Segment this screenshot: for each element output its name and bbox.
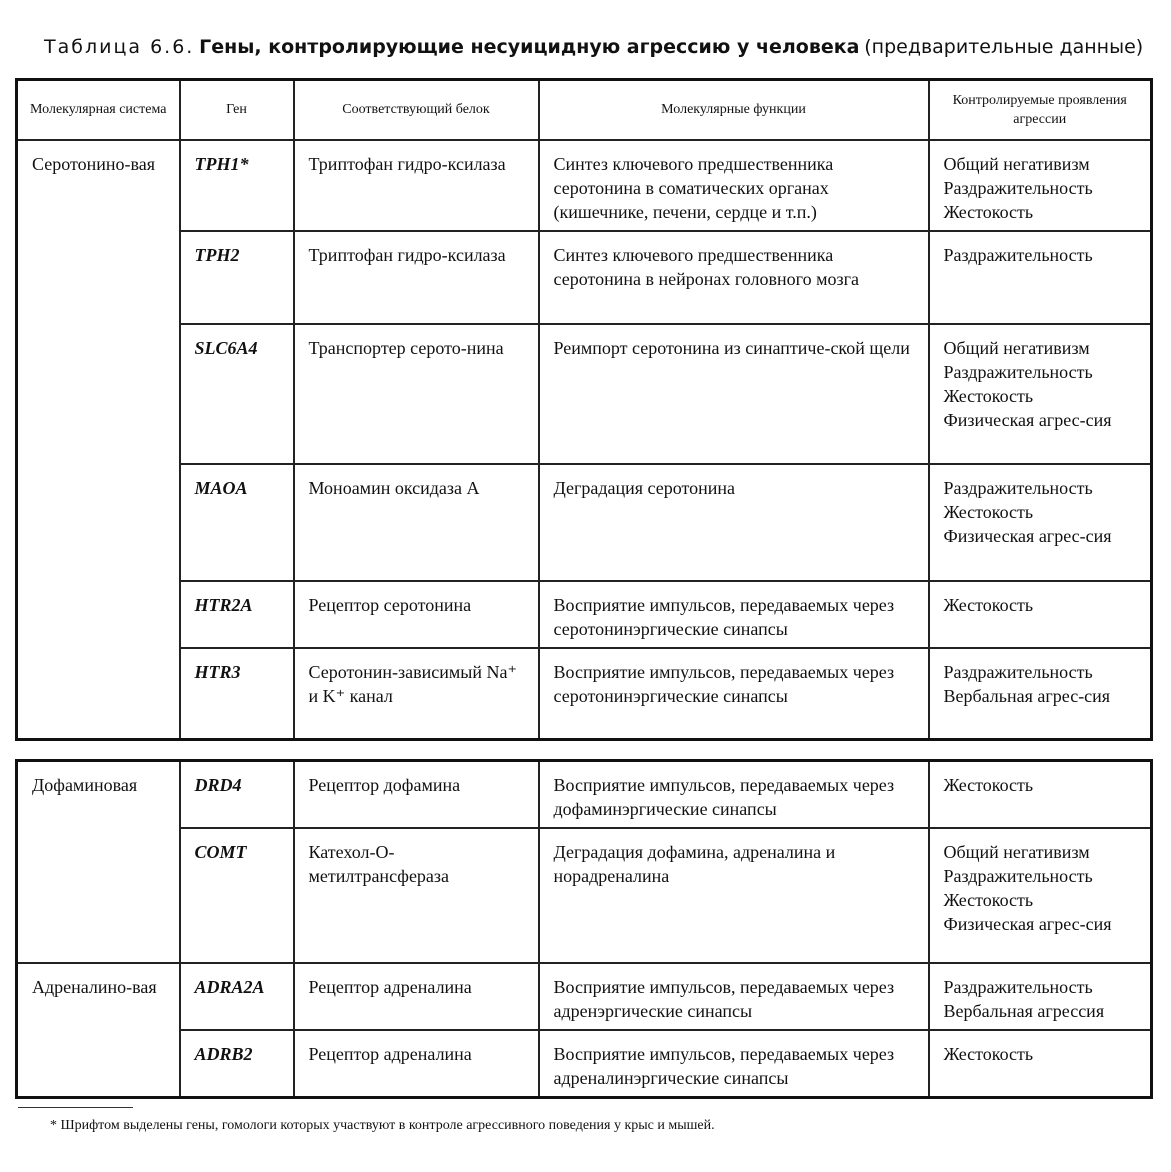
table-number: Таблица 6.6. — [44, 36, 195, 58]
table-row — [17, 648, 1152, 740]
aggression-item: Раздражительность — [943, 244, 1093, 265]
genes-table-part1 — [15, 78, 1153, 741]
protein-cell: Транспортер серото-нина — [294, 324, 539, 464]
protein-cell: Моноамин оксидаза А — [294, 464, 539, 581]
aggression-item: Жестокость — [943, 501, 1034, 522]
gene-cell: HTR3 — [180, 648, 294, 740]
system-cell: Адреналино-вая — [17, 963, 180, 1098]
protein-cell: Рецептор дофамина — [294, 761, 539, 829]
gene-cell: COMT — [180, 828, 294, 963]
table-subtitle: (предварительные данные) — [864, 36, 1144, 58]
gene-cell: ADRA2A — [180, 963, 294, 1030]
gene-cell: DRD4 — [180, 761, 294, 829]
gene-cell: MAOA — [180, 464, 294, 581]
function-cell: Восприятие импульсов, передаваемых через дофаминэргические синапсы — [539, 761, 929, 829]
function-cell: Синтез ключевого предшественника серотонина в нейронах головного мозга — [539, 231, 929, 324]
header-aggression: Контролируемые проявления агрессии — [929, 80, 1152, 140]
aggression-item: Жестокость — [943, 201, 1034, 222]
table-row — [17, 828, 1152, 963]
footnote: * Шрифтом выделены гены, гомологи которых участвуют в контроле агрессивного поведения у крыс и мышей. — [50, 1118, 715, 1133]
aggression-item: Физическая агрес-сия — [943, 914, 1112, 934]
table-row — [17, 464, 1152, 581]
aggression-item: Жестокость — [943, 890, 1034, 910]
table-caption — [44, 36, 1154, 59]
aggression-cell — [929, 464, 1152, 581]
aggression-item: Общий негативизм — [943, 337, 1090, 358]
header-row — [17, 80, 1152, 140]
aggression-cell — [929, 761, 1152, 829]
table-title: Гены, контролирующие несуицидную агрессию у человека — [199, 36, 860, 58]
aggression-item: Общий негативизм — [943, 153, 1090, 174]
function-cell: Восприятие импульсов, передаваемых через серотонинэргические синапсы — [539, 648, 929, 740]
aggression-item: Вербальная агрес-сия — [943, 685, 1111, 706]
aggression-cell — [929, 648, 1152, 740]
aggression-item: Жестокость — [943, 1044, 1034, 1064]
table-row — [17, 140, 1152, 231]
aggression-item: Физическая агрес-сия — [943, 525, 1112, 546]
system-cell: Дофаминовая — [17, 761, 180, 964]
function-cell: Реимпорт серотонина из синаптиче-ской щели — [539, 324, 929, 464]
function-cell: Восприятие импульсов, передаваемых через адренэргические синапсы — [539, 963, 929, 1030]
protein-cell: Триптофан гидро-ксилаза — [294, 140, 539, 231]
header-protein: Соответствующий белок — [294, 80, 539, 140]
gene-cell: TPH2 — [180, 231, 294, 324]
aggression-item: Общий негативизм — [943, 842, 1090, 862]
header-function: Молекулярные функции — [539, 80, 929, 140]
aggression-cell — [929, 581, 1152, 648]
function-cell: Деградация дофамина, адреналина и норадреналина — [539, 828, 929, 963]
aggression-item: Раздражительность — [943, 361, 1093, 382]
header-system: Молекулярная система — [17, 80, 180, 140]
table-row — [17, 581, 1152, 648]
protein-cell: Катехол-О-метилтрансфераза — [294, 828, 539, 963]
genes-table-part2 — [15, 759, 1153, 1099]
function-cell: Восприятие импульсов, передаваемых через адреналинэргические синапсы — [539, 1030, 929, 1098]
gene-cell: HTR2A — [180, 581, 294, 648]
function-cell: Синтез ключевого предшественника серотонина в соматических органах (кишечнике, печени, сердце и т.п.) — [539, 140, 929, 231]
aggression-item: Жестокость — [943, 594, 1034, 615]
function-cell: Деградация серотонина — [539, 464, 929, 581]
protein-cell: Рецептор адреналина — [294, 963, 539, 1030]
footnote-divider — [18, 1107, 133, 1108]
gene-cell: ADRB2 — [180, 1030, 294, 1098]
aggression-cell — [929, 140, 1152, 231]
aggression-item: Физическая агрес-сия — [943, 409, 1112, 430]
table-row — [17, 231, 1152, 324]
protein-cell: Серотонин-зависимый Na⁺ и K⁺ канал — [294, 648, 539, 740]
aggression-item: Раздражительность — [943, 977, 1093, 997]
aggression-item: Жестокость — [943, 385, 1034, 406]
aggression-item: Раздражительность — [943, 477, 1093, 498]
aggression-item: Раздражительность — [943, 177, 1093, 198]
aggression-item: Жестокость — [943, 775, 1034, 795]
aggression-item: Вербальная агрессия — [943, 1001, 1105, 1021]
gene-cell: SLC6A4 — [180, 324, 294, 464]
aggression-item: Раздражительность — [943, 866, 1093, 886]
aggression-cell — [929, 828, 1152, 963]
protein-cell: Рецептор адреналина — [294, 1030, 539, 1098]
aggression-item: Раздражительность — [943, 661, 1093, 682]
system-cell: Серотонино-вая — [17, 140, 180, 740]
gene-cell: TPH1* — [180, 140, 294, 231]
aggression-cell — [929, 963, 1152, 1030]
protein-cell: Рецептор серотонина — [294, 581, 539, 648]
table-row — [17, 324, 1152, 464]
table-row — [17, 1030, 1152, 1098]
function-cell: Восприятие импульсов, передаваемых через серотонинэргические синапсы — [539, 581, 929, 648]
protein-cell: Триптофан гидро-ксилаза — [294, 231, 539, 324]
aggression-cell — [929, 324, 1152, 464]
aggression-cell — [929, 231, 1152, 324]
header-gene: Ген — [180, 80, 294, 140]
table-row — [17, 963, 1152, 1030]
table-row — [17, 761, 1152, 829]
aggression-cell — [929, 1030, 1152, 1098]
